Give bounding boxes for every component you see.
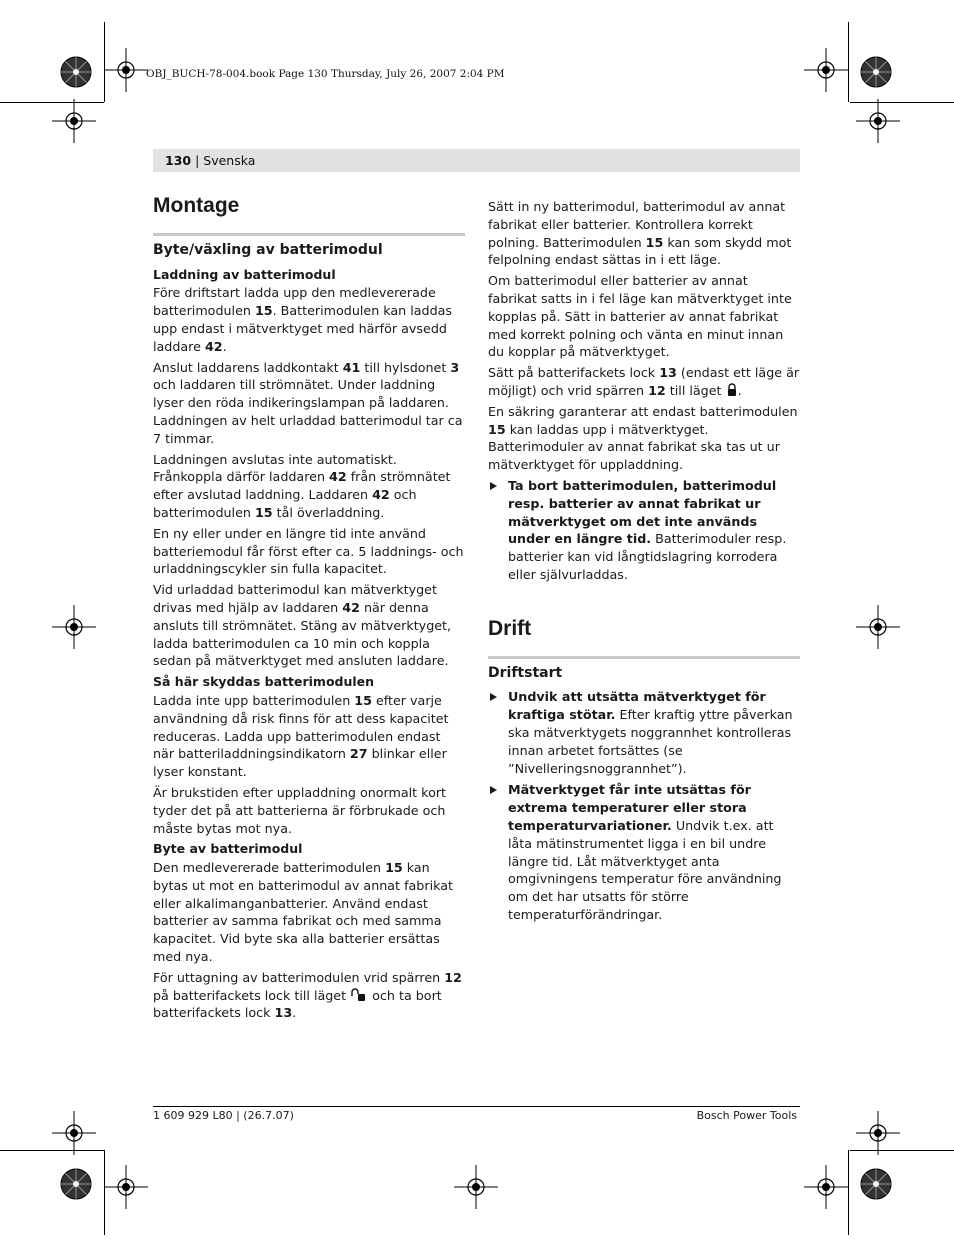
paragraph: Sätt in ny batterimodul, batterimodul av annat fabrikat eller batterier. Kontrollera korrekt polning. Batterimodulen 15 kan som skydd mot felpolning endast sättas in i ett läge. <box>488 199 792 268</box>
bullet-item <box>488 688 800 777</box>
bold-text: 42 <box>372 487 390 503</box>
triangle-bullet-icon <box>490 693 497 701</box>
bold-text: 42 <box>329 469 347 485</box>
header-language: Svenska <box>203 153 256 168</box>
left-column <box>153 194 465 1025</box>
bold-text: 15 <box>354 692 372 708</box>
paragraph: Är brukstiden efter uppladdning onormalt kort tyder det på att batterierna är förbrukade och måste bytas mot nya. <box>153 784 447 836</box>
section-title-montage: Montage <box>153 194 240 217</box>
paragraph: Sätt på batterifackets lock 13 (endast ett läge är möjligt) och vrid spärren 12 till läget . <box>488 365 800 398</box>
bold-text: 3 <box>450 359 460 375</box>
sub-heading-skydd: Så här skyddas batterimodulen <box>153 674 375 690</box>
footer-brand: Bosch Power Tools <box>696 1109 797 1122</box>
bold-text: 15 <box>488 421 506 437</box>
bullet-item <box>488 781 800 923</box>
sub-heading-laddning: Laddning av batterimodul <box>153 266 336 282</box>
unlock-icon <box>350 988 368 1002</box>
paragraph: En ny eller under en längre tid inte använd batteriemodul får först efter ca. 5 laddnings- och urladdningscykler sin fulla kapacitet. <box>153 525 464 577</box>
bold-text: Mätverktyget får inte utsättas för extrema temperaturer eller stora temperaturvariationer. <box>508 782 751 833</box>
book-header: OBJ_BUCH-78-004.book Page 130 Thursday, July 26, 2007 2:04 PM <box>146 68 505 80</box>
paragraph: Den medlevererade batterimodulen 15 kan bytas ut mot en batterimodul av annat fabrikat eller alkalimanganbatterier. Använd endast batterier av samma fabrikat och med samma kapacitet. Vid byte ska alla batterier ersättas med nya. <box>153 860 453 965</box>
right-column <box>488 198 800 928</box>
paragraph: Före driftstart ladda upp den medlevererade batterimodulen 15. Batterimodulen kan laddas upp endast i mätverktyget med härför avsedd laddare 42. <box>153 285 453 354</box>
triangle-bullet-icon <box>490 482 497 490</box>
bold-text: 12 <box>648 382 666 398</box>
footer-rule <box>153 1106 800 1107</box>
bullet-text: Ta bort batterimodulen, batterimodul resp. batterier av annat fabrikat ur mätverktyget om det inte används under en längre tid. Batterimoduler resp. batterier kan vid långtidslagring korrodera eller självurladdas. <box>508 477 787 582</box>
paragraph: Vid urladdad batterimodul kan mätverktyget drivas med hjälp av laddaren 42 när denna ansluts till strömnätet. Stäng av mätverktyget, ladda batterimodulen ca 10 min och koppla sedan på mätverktyget med ansluten laddare. <box>153 582 452 669</box>
bold-text: 15 <box>254 303 273 319</box>
paragraph: En säkring garanterar att endast batterimodulen 15 kan laddas upp i mätverktyget. Batterimoduler av annat fabrikat ska tas ut ur mätverktyget för uppladdning. <box>488 403 798 473</box>
paragraph: För uttagning av batterimodulen vrid spärren 12 på batterifackets lock till läget och ta bort batterifackets lock 13. <box>153 969 462 1021</box>
paragraph: Laddningen avslutas inte automatiskt. Frånkoppla därför laddaren 42 från strömnätet efter avslutad laddning. Laddaren 42 och batterimodulen 15 tål överladdning. <box>153 451 451 520</box>
lock-icon <box>726 383 738 397</box>
subsection-title: Driftstart <box>488 664 563 681</box>
bold-text: 13 <box>659 365 677 381</box>
bold-text: 15 <box>645 234 664 250</box>
bold-text: 12 <box>444 969 462 985</box>
section-rule <box>488 656 800 659</box>
triangle-bullet-icon <box>490 786 497 794</box>
bold-text: 42 <box>342 599 360 615</box>
bold-text: 15 <box>254 504 273 520</box>
bold-text: Undvik att utsätta mätverktyget för kraftiga stötar. <box>508 689 766 723</box>
bold-text: 27 <box>349 746 368 762</box>
bold-text: 13 <box>274 1005 293 1021</box>
subsection-title: Byte/växling av batterimodul <box>153 241 383 258</box>
bold-text: 41 <box>342 359 361 375</box>
section-title-drift: Drift <box>488 616 532 640</box>
paragraph: Om batterimodul eller batterier av annat fabrikat satts in i fel läge kan mätverktyget inte kopplas på. Sätt in batterier av annat fabrikat med korrekt polning och vänta en minut innan du kopplar på mätverktyget. <box>488 273 792 360</box>
bullet-item <box>488 477 800 584</box>
bold-text: Ta bort batterimodulen, batterimodul resp. batterier av annat fabrikat ur mätverktyget om det inte används under en längre tid. <box>508 477 777 547</box>
section-rule <box>153 233 465 236</box>
bold-text: 15 <box>385 860 403 876</box>
footer-document-number: 1 609 929 L80 | (26.7.07) <box>153 1109 294 1122</box>
paragraph: Anslut laddarens laddkontakt 41 till hylsdonet 3 och laddaren till strömnätet. Under laddning lyser den röda indikeringslampan på laddaren. Laddningen av helt urladdad batterimodul tar ca 7 timmar. <box>153 359 463 446</box>
bold-text: 42 <box>204 338 223 354</box>
page-number: 130 <box>165 153 192 168</box>
bullet-text: Undvik att utsätta mätverktyget för kraftiga stötar. Efter kraftig yttre påverkan ska mätverktygets noggrannhet kontrolleras innan arbetet fortsättes (se ”Nivelleringsnoggrannhet”). <box>508 689 793 776</box>
page-header-bar <box>153 149 800 172</box>
sub-heading-byte: Byte av batterimodul <box>153 841 303 857</box>
page-header <box>165 153 255 168</box>
paragraph: Ladda inte upp batterimodulen 15 efter varje användning då risk finns för att dess kapacitet reduceras. Ladda upp batterimodulen endast när batteriladdningsindikatorn 27 blinkar eller lyser konstant. <box>153 692 449 780</box>
bullet-text: Mätverktyget får inte utsättas för extrema temperaturer eller stora temperaturvariationer. Undvik t.ex. att låta mätinstrumentet ligga i en bil undre längre tid. Låt mätverktyget anta omgivningens temperatur före användning om det har utsatts för större temperaturförändringar. <box>508 782 782 922</box>
header-separator: | <box>191 153 204 168</box>
